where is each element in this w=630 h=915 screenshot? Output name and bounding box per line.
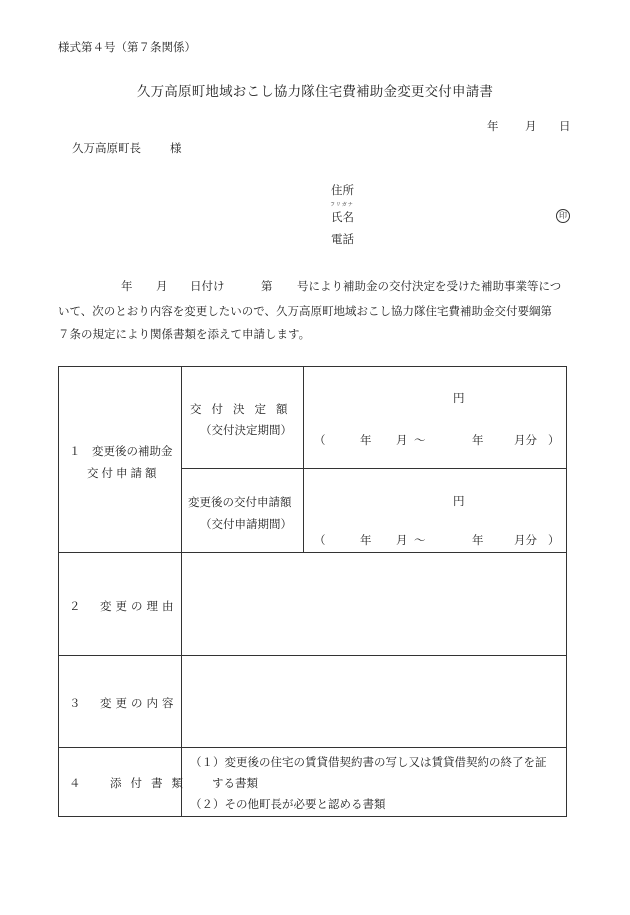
row4-label-cell bbox=[59, 748, 192, 817]
row4-value-cell bbox=[182, 748, 567, 817]
body-dai: 第 bbox=[261, 279, 273, 293]
sub1-label-line2: （交付決定期間） bbox=[200, 423, 292, 437]
body-line1: 号により補助金の交付決定を受けた補助事業等につ bbox=[297, 279, 562, 293]
row2-label-cell bbox=[59, 553, 182, 656]
sub1-label-cell bbox=[182, 367, 304, 469]
row2-value-cell[interactable] bbox=[182, 553, 567, 656]
sub1-value-cell[interactable] bbox=[304, 367, 567, 469]
sub2-value-cell[interactable] bbox=[304, 469, 567, 553]
row3-value-cell[interactable] bbox=[182, 656, 567, 748]
form-number: 様式第４号（第７条関係） bbox=[58, 40, 196, 54]
attachment-item1-line2: する書類 bbox=[212, 776, 258, 790]
phone-label: 電話 bbox=[331, 232, 354, 246]
application-table bbox=[58, 366, 567, 817]
date-day-label: 日 bbox=[559, 119, 571, 133]
sub1-open-paren: （ bbox=[314, 433, 326, 447]
sub2-label-line1: 変更後の交付申請額 bbox=[188, 495, 292, 509]
seal-mark: 印 bbox=[556, 209, 570, 223]
sub1-yen: 円 bbox=[453, 391, 465, 405]
page-title: 久万高原町地域おこし協力隊住宅費補助金変更交付申請書 bbox=[136, 84, 494, 100]
sub2-close-paren: ） bbox=[548, 533, 560, 547]
sub1-tilde: ～ bbox=[414, 433, 426, 447]
sub2-year1: 年 bbox=[360, 533, 372, 547]
sub2-year2: 年 bbox=[472, 533, 484, 547]
sub1-month1: 月 bbox=[396, 433, 408, 447]
sub2-tilde: ～ bbox=[414, 533, 426, 547]
sub2-label-line2: （交付申請期間） bbox=[200, 517, 292, 531]
sub1-year1: 年 bbox=[360, 433, 372, 447]
name-label: 氏名 bbox=[331, 210, 354, 224]
sub1-label-line1: 交付決定額 bbox=[190, 402, 298, 416]
addressee: 久万高原町長 bbox=[72, 141, 141, 155]
row1-label-cell bbox=[59, 367, 182, 553]
row1-label-line1: １ 変更後の補助金 bbox=[69, 444, 173, 458]
row1-label-line2: 交付申請額 bbox=[87, 466, 160, 480]
sub2-yen: 円 bbox=[453, 494, 465, 508]
sub1-month2: 月分 bbox=[514, 433, 537, 447]
sub2-month1: 月 bbox=[396, 533, 408, 547]
row2-label: ２ 変更の理由 bbox=[69, 599, 178, 613]
date-month-label: 月 bbox=[525, 119, 537, 133]
attachment-item2: （２）その他町長が必要と認める書類 bbox=[190, 797, 386, 811]
body-day: 日付け bbox=[190, 279, 225, 293]
furigana-label: フリガナ bbox=[330, 202, 354, 208]
sub2-open-paren: （ bbox=[314, 533, 326, 547]
sub1-year2: 年 bbox=[472, 433, 484, 447]
sub1-close-paren: ） bbox=[548, 433, 560, 447]
body-line3: ７条の規定により関係書類を添えて申請します。 bbox=[58, 327, 311, 341]
sub2-label-cell bbox=[182, 469, 304, 553]
address-label: 住所 bbox=[331, 183, 354, 197]
body-line2: いて、次のとおり内容を変更したいので、久万高原町地域おこし協力隊住宅費補助金交付要綱第 bbox=[58, 304, 553, 318]
row4-label: ４ 添付書類 bbox=[69, 776, 192, 790]
row3-label: ３ 変更の内容 bbox=[69, 696, 178, 710]
date-year-label: 年 bbox=[487, 119, 499, 133]
attachment-item1-line1: （１）変更後の住宅の賃貸借契約書の写し又は賃貸借契約の終了を証 bbox=[190, 755, 547, 769]
sub2-month2: 月分 bbox=[514, 533, 537, 547]
body-year: 年 bbox=[121, 279, 133, 293]
body-month: 月 bbox=[156, 279, 168, 293]
addressee-suffix: 様 bbox=[170, 141, 182, 155]
row3-label-cell bbox=[59, 656, 182, 748]
